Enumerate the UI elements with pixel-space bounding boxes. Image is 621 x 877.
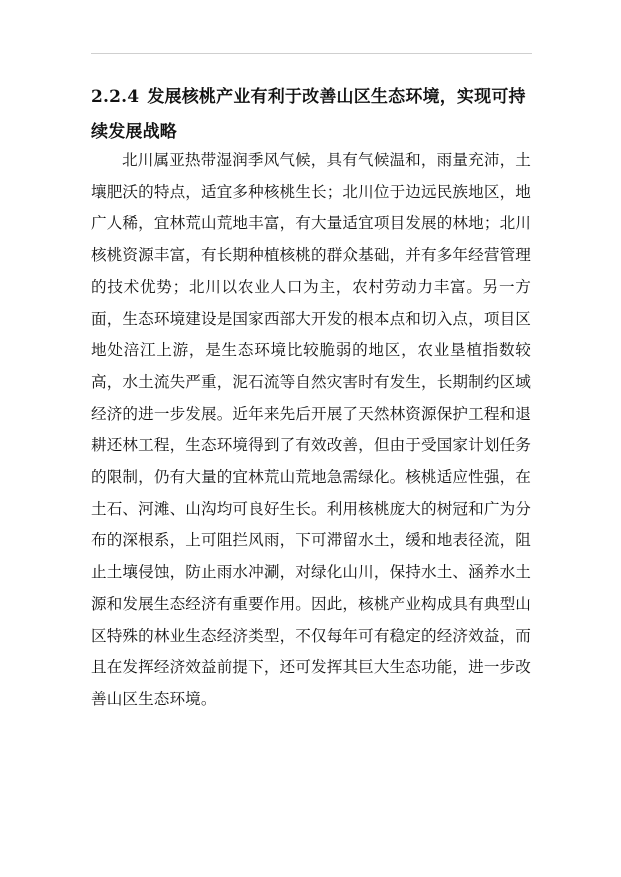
body-paragraph: 北川属亚热带湿润季风气候，具有气候温和，雨量充沛，土壤肥沃的特点，适宜多种核桃生长；北川位于边远民族地区，地广人稀，宜林荒山荒地丰富，有大量适宜项目发展的林地；北川核桃资源丰富，有长期种植核桃的群众基础，并有多年经营管理的技术优势；北川以农业人口为主，农村劳动力丰富。另一方面，生态环境建设是国家西部大开发的根本点和切入点，项目区地处涪江上游，是生态环境比较脆弱的地区，农业垦植指数较高，水土流失严重，泥石流等自然灾害时有发生，长期制约区域经济的进一步发展。近年来先后开展了天然林资源保护工程和退耕还林工程，生态环境得到了有效改善，但由于受国家计划任务的限制，仍有大量的宜林荒山荒地急需绿化。核桃适应性强，在土石、河滩、山沟均可良好生长。利用核桃庞大的树冠和广为分布的深根系，上可阻拦风雨，下可滞留水土，缓和地表径流，阻止土壤侵蚀，防止雨水冲涮，对绿化山川，保持水土、涵养水土源和发展生态经济有重要作用。因此，核桃产业构成具有典型山区特殊的林业生态经济类型，不仅每年可有稳定的经济效益，而且在发挥经济效益前提下，还可发挥其巨大生态功能，进一步改善山区生态环境。 <box>91 151 531 708</box>
section-number: 2.2.4 <box>91 87 140 107</box>
section-title: 发展核桃产业有利于改善山区生态环境，实现可持续发展战略 <box>91 87 526 142</box>
header-divider <box>91 53 532 54</box>
section-heading <box>91 80 531 150</box>
